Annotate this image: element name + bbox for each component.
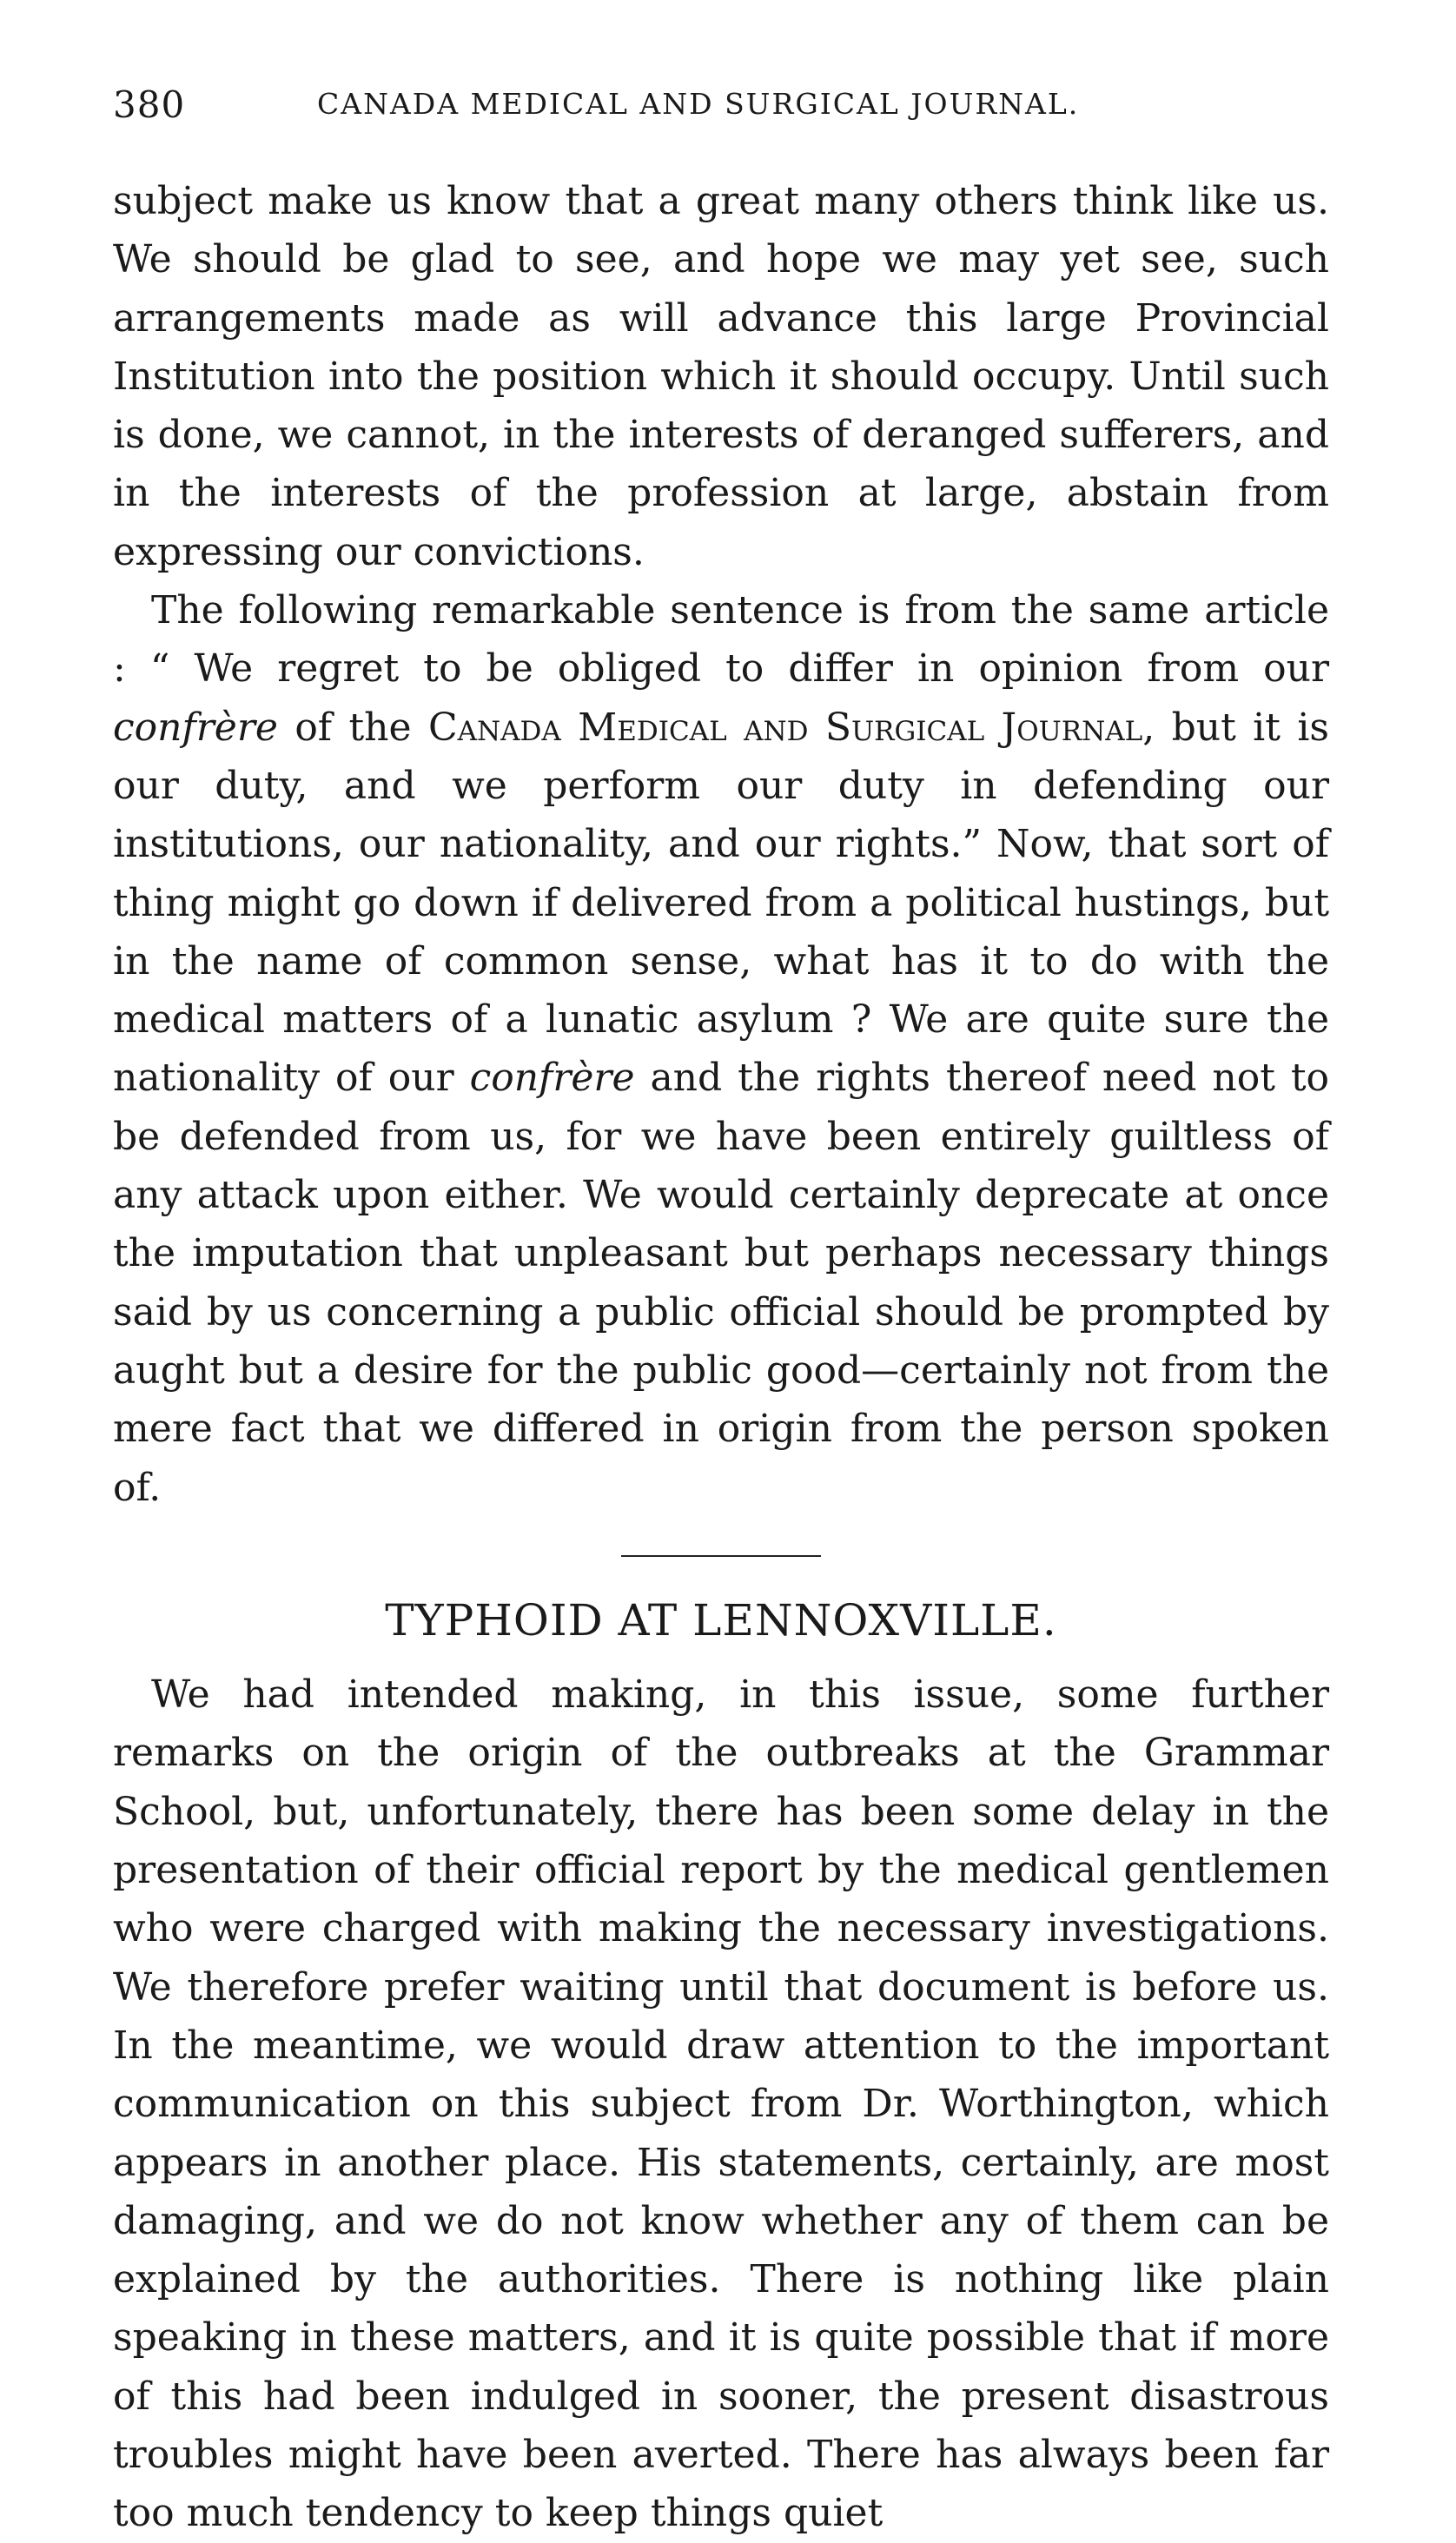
- paragraph-text: of the: [277, 705, 428, 750]
- page-number: 380: [113, 83, 186, 126]
- paragraph-text: and the rights thereof need not to be defended from us, for we have been entirely guiltless of any attack upon either. We would certainly deprecate at once the imputation that unpleasant but perhaps necessary things said by us concerning a public official should be prompted by aught but a desire for the public good—certainly not from the mere fact that we differed in origin from the person spoken of.: [113, 1056, 1329, 1510]
- paragraph-quotation: [113, 581, 1329, 1517]
- running-head: [113, 78, 1329, 148]
- journal-title: CANADA MEDICAL AND SURGICAL JOURNAL.: [317, 87, 1080, 121]
- journal-name-smallcaps: Canada Medical and Surgical Journal: [427, 705, 1143, 750]
- journal-page: [113, 78, 1329, 2543]
- section-divider: [621, 1555, 821, 1557]
- article-body: [113, 172, 1329, 2543]
- italic-confrere: confrère: [113, 705, 278, 750]
- paragraph-typhoid: We had intended making, in this issue, some further remarks on the origin of the outbreaks at the Grammar School, but, unfortunately, there has been some delay in the presentation of their official report by the medical gentlemen who were charged with making the necessary investigations. We therefore prefer waiting until that document is before us. In the meantime, we would draw attention to the important communication on this subject from Dr. Worthington, which appears in another place. His statements, certainly, are most damaging, and we do not know whether any of them can be explained by the authorities. There is nothing like plain speaking in these matters, and it is quite possible that if more of this had been indulged in sooner, the present disastrous troubles might have been averted. There has always been far too much tendency to keep things quiet: [113, 1672, 1329, 2536]
- paragraph-text: The following remarkable sentence is from the same article : “ We regret to be obliged to differ in opinion from our: [113, 588, 1329, 692]
- paragraph-text: , but it is our duty, and we perform our duty in defending our institutions, our nationality, and our rights.” Now, that sort of thing might go down if delivered from a political hustings, but in the name of common sense, what has it to do with the medical matters of a lunatic asylum ? We are quite sure the nationality of our: [113, 705, 1329, 1101]
- italic-confrere: confrère: [469, 1056, 635, 1101]
- paragraph-continued: subject make us know that a great many others think like us. We should be glad to see, and hope we may yet see, such arrangements made as will advance this large Provincial Institution into the position which it should occupy. Until such is done, we cannot, in the interests of deranged sufferers, and in the interests of the profession at large, abstain from expressing our convictions.: [113, 179, 1329, 574]
- section-title: TYPHOID AT LENNOXVILLE.: [385, 1594, 1057, 1646]
